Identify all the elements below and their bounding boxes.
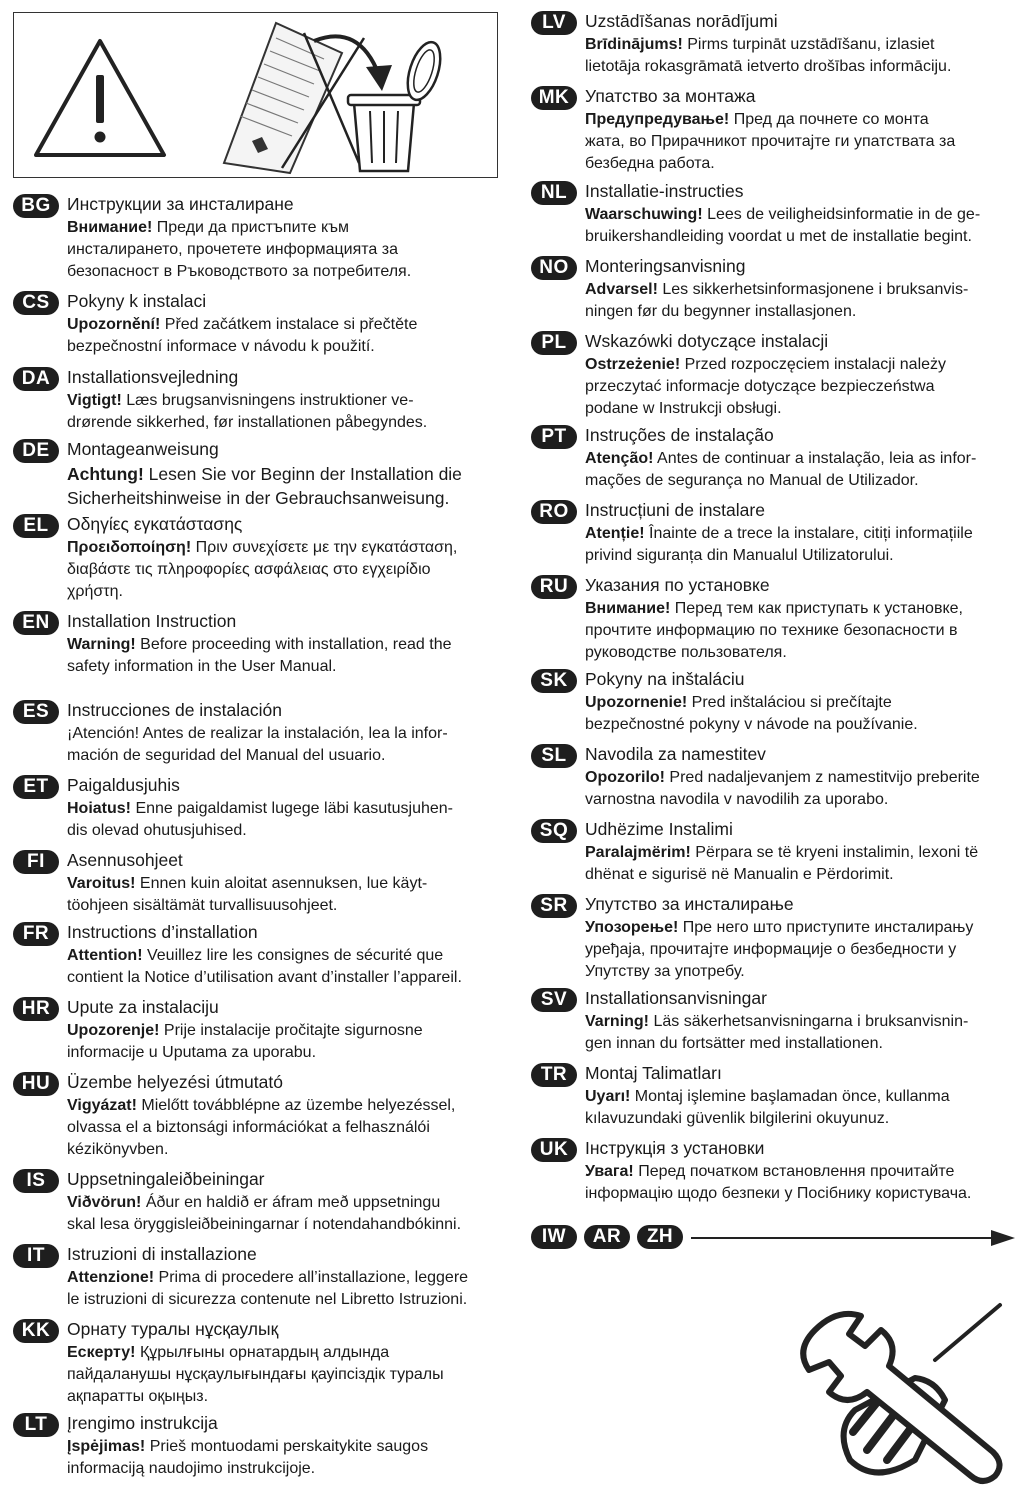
entry-body: Внимание! Преди да пристъпите към инсталирането, прочетете информацията за безопасност в Ръководството за потребителя.	[67, 219, 412, 280]
entry-body: Увага! Перед початком встановлення прочитайте інформацію щодо безпеки у Посібнику користувача.	[585, 1163, 972, 1202]
entry-body: Warning! Before proceeding with installation, read the safety information in the User Manual.	[67, 636, 452, 675]
entry-body: Attenzione! Prima di procedere all’installazione, leggere le istruzioni di sicurezza contenute nel Libretto Istruzioni.	[67, 1269, 469, 1308]
language-badge: KK	[13, 1319, 59, 1343]
entry-body: Vigyázat! Mielőtt továbblépne az üzembe helyezéssel, olvassa el a biztonsági információkat a felhasználói kézikönyvben.	[67, 1097, 456, 1158]
language-badge: TR	[531, 1063, 577, 1087]
language-badge: SR	[531, 894, 577, 918]
manual-to-bin-icon	[224, 23, 447, 173]
entry-title: Montaj Talimatları	[585, 1063, 722, 1083]
entry-body: Upozornenie! Pred inštaláciou si prečítajte bezpečnostné pokyny v návode na používanie.	[585, 694, 918, 733]
entry-title: Paigaldusjuhis	[67, 775, 180, 795]
entry-title: Navodila za namestitev	[585, 744, 766, 764]
entry-title: Installatie-instructies	[585, 181, 744, 201]
language-badge: AR	[584, 1225, 630, 1249]
language-badge: IW	[531, 1225, 577, 1249]
entry-body: Упозорење! Пре него што приступите инсталирању уређаја, прочитајте информације о безбедности у Упутству за употребу.	[585, 919, 974, 980]
language-badge: NL	[531, 181, 577, 205]
warning-illustration-box	[13, 12, 498, 178]
entry-body: Uyarı! Montaj işlemine başlamadan önce, kullanma kılavuzundaki güvenlik bilgilerini okuyunuz.	[585, 1088, 950, 1127]
language-badge: RU	[531, 575, 577, 599]
entry-body: Atenção! Antes de continuar a instalação, leia as infor- mações de segurança no Manual de Utilizador.	[585, 450, 977, 489]
entry-title: Uppsetningaleiðbeiningar	[67, 1169, 265, 1189]
language-badge: EL	[13, 514, 59, 538]
arrow-right-icon	[691, 1227, 1017, 1249]
entry-body: Atenție! Înainte de a trece la instalare, citiți informațiile privind siguranța din Manualul Utilizatorului.	[585, 525, 973, 564]
language-badge: LT	[13, 1413, 59, 1437]
language-badge: IT	[13, 1244, 59, 1268]
language-badge: PT	[531, 425, 577, 449]
language-badge: HU	[13, 1072, 59, 1096]
entry-title: Montageanweisung	[67, 439, 219, 459]
entry-body: Brīdinājums! Pirms turpināt uzstādīšanu, izlasiet lietotāja rokasgrāmatā ietverto drošības informāciju.	[585, 36, 952, 75]
entry-title: Uzstādīšanas norādījumi	[585, 11, 778, 31]
language-badge: IS	[13, 1169, 59, 1193]
language-badge: BG	[13, 194, 59, 218]
entry-title: Упатство за монтажа	[585, 86, 756, 106]
language-badge: EN	[13, 611, 59, 635]
entry-body: Opozorilo! Pred nadaljevanjem z namestitvijo preberite varnostna navodila v navodilih za uporabo.	[585, 769, 980, 808]
wrench-screwdriver-icon	[795, 1300, 1025, 1490]
language-badge: DA	[13, 367, 59, 391]
entry-title: Інструкція з установки	[585, 1138, 765, 1158]
entry-title: Asennusohjeet	[67, 850, 183, 870]
language-badge: RO	[531, 500, 577, 524]
entry-title: Installationsvejledning	[67, 367, 239, 387]
entry-body: Предупредување! Пред да почнете со монта жата, во Прирачникот прочитајте ги упатствата за безбедна работа.	[585, 111, 956, 172]
entry-body: Achtung! Lesen Sie vor Beginn der Installation die Sicherheitshinweise in der Gebrauchsanweisung.	[67, 464, 462, 508]
entry-title: Monteringsanvisning	[585, 256, 746, 276]
entry-title: Instructions d’installation	[67, 922, 258, 942]
language-badge: ZH	[637, 1225, 683, 1249]
entry-title: Istruzioni di installazione	[67, 1244, 257, 1264]
entry-title: Installationsanvisningar	[585, 988, 767, 1008]
entry-title: Üzembe helyezési útmutató	[67, 1072, 283, 1092]
language-badge: LV	[531, 11, 577, 35]
entry-title: Οδηγίες εγκατάστασης	[67, 514, 243, 534]
language-badge: PL	[531, 331, 577, 355]
entry-body: Attention! Veuillez lire les consignes de sécurité que contient la Notice d’utilisation avant d’installer l’appareil.	[67, 947, 462, 986]
entry-title: Instruções de instalação	[585, 425, 774, 445]
entry-body: Upozorenje! Prije instalacije pročitajte sigurnosne informacije u Uputama za uporabu.	[67, 1022, 423, 1061]
entry-body: ¡Atención! Antes de realizar la instalación, lea la infor- mación de seguridad del Manual del usuario.	[67, 725, 448, 764]
language-badge: SV	[531, 988, 577, 1012]
language-badge: DE	[13, 439, 59, 463]
entry-body: Viðvörun! Áður en haldið er áfram með uppsetningu skal lesa öryggisleiðbeiningarnar í notendahandbókinni.	[67, 1194, 462, 1233]
entry-title: Instrucciones de instalación	[67, 700, 282, 720]
language-badge: UK	[531, 1138, 577, 1162]
entry-title: Орнату туралы нұсқаулық	[67, 1319, 279, 1339]
entry-title: Инструкции за инсталиране	[67, 194, 294, 214]
language-badge: SK	[531, 669, 577, 693]
entry-title: Wskazówki dotyczące instalacji	[585, 331, 829, 351]
entry-title: Instrucțiuni de instalare	[585, 500, 765, 520]
entry-title: Упутство за инсталирање	[585, 894, 794, 914]
entry-body: Ostrzeżenie! Przed rozpoczęciem instalacji należy przeczytać informacje dotyczące bezpieczeństwa podane w Instrukcji obsługi.	[585, 356, 947, 417]
language-badge: SQ	[531, 819, 577, 843]
language-badge: NO	[531, 256, 577, 280]
entry-body: Advarsel! Les sikkerhetsinformasjonene i bruksanvis- ningen før du begynner installasjonen.	[585, 281, 969, 320]
entry-body: Waarschuwing! Lees de veiligheidsinformatie in de ge- bruikershandleiding voordat u met de installatie begint.	[585, 206, 981, 245]
language-badge: MK	[531, 86, 577, 110]
language-badge: ES	[13, 700, 59, 724]
warning-triangle-icon	[36, 41, 164, 155]
language-badge: FI	[13, 850, 59, 874]
entry-body: Varoitus! Ennen kuin aloitat asennuksen, lue käyt- töohjeen sisältämät turvallisuusohjeet.	[67, 875, 428, 914]
entry-title: Udhëzime Instalimi	[585, 819, 733, 839]
language-badge: ET	[13, 775, 59, 799]
entry-body: Įspėjimas! Prieš montuodami perskaitykite saugos informaciją naudojimo instrukcijoje.	[67, 1438, 429, 1477]
entry-title: Įrengimo instrukcija	[67, 1413, 218, 1433]
entry-title: Installation Instruction	[67, 611, 237, 631]
entry-title: Pokyny k instalaci	[67, 291, 207, 311]
entry-title: Указания по установке	[585, 575, 770, 595]
entry-body: Ескерту! Құрылғыны орнатардың алдында пайдаланушы нұсқаулығындағы қауіпсіздік туралы ақпаратты оқыңыз.	[67, 1344, 444, 1405]
entry-body: Vigtigt! Læs brugsanvisningens instruktioner ve- drørende sikkerhed, før installationen påbegyndes.	[67, 392, 428, 431]
entry-body: Hoiatus! Enne paigaldamist lugege läbi kasutusjuhen- dis olevad ohutusjuhised.	[67, 800, 453, 839]
entry-body: Paralajmërim! Përpara se të kryeni instalimin, lexoni të dhënat e sigurisë në Manualin e Përdorimit.	[585, 844, 979, 883]
language-badge: SL	[531, 744, 577, 768]
entry-body: Varning! Läs säkerhetsanvisningarna i bruksanvisnin- gen innan du fortsätter med installationen.	[585, 1013, 969, 1052]
language-badge: FR	[13, 922, 59, 946]
entry-body: Προειδοποίηση! Πριν συνεχίσετε με την εγκατάσταση, διαβάστε τις πληροφορίες ασφάλειας στο εγχειρίδιο χρήστη.	[67, 539, 458, 600]
language-badge: HR	[13, 997, 59, 1021]
entry-title: Pokyny na inštaláciu	[585, 669, 745, 689]
language-badge: CS	[13, 291, 59, 315]
entry-title: Upute za instalaciju	[67, 997, 219, 1017]
entry-body: Внимание! Перед тем как приступать к установке, прочтите информацию по технике безопасности в руководстве пользователя.	[585, 600, 963, 661]
entry-body: Upozornění! Před začátkem instalace si přečtěte bezpečnostní informace v návodu k použití.	[67, 316, 418, 355]
